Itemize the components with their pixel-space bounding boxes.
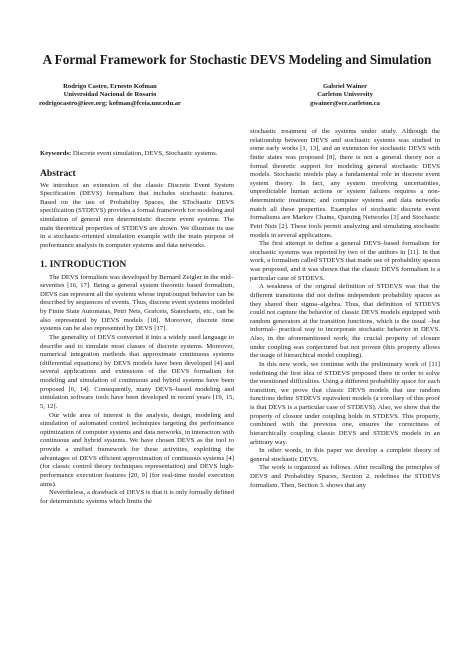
author-names: Rodrigo Castro, Ernesto Kofman xyxy=(63,83,157,90)
keywords xyxy=(40,150,234,159)
keywords-label: Keywords: xyxy=(40,150,72,157)
body-paragraph: The DEVS formalism was developed by Bernard Zeigler in the mid–seventies [16, 17]. Being a general system theoretic based formalism, DEVS can represent all the systems whose input/output behavior can be described by sequences of events. Thus, discrete event systems modeled by Finite State Automatas, Petri Nets, Grafcets, Statecharts, etc., can be also represented by DEVS models [18]. Moreover, discrete time systems can be also represented by DEVS [17]. xyxy=(40,273,234,333)
body-paragraph: In other words, in this paper we develop a complete theory of general stochastic DEVS. xyxy=(250,447,440,463)
body-paragraph: stochastic treatment of the systems under study. Although the relationship between DEVS and stochastic systems was studied in some early works [1, 13], and an extension for stochastic DEVS with finite states was proposed [8], there is not a general theory nor a formal theoretic support for modeling general stochastic DEVS models. Stochastic models play a fundamental role in discrete event system theory. In fact, any system involving uncertainties, unpredictable human actions or system failures requires a non-deterministic treatment; and computer systems and data networks match all these properties. Examples of stochastic discrete event formalisms are Markov Chains, Queuing Networks [3] and Stochastic Petri Nets [2]. These tools permit analyzing and simulating stochastic models in several applications. xyxy=(250,128,440,239)
left-column xyxy=(40,150,234,506)
body-paragraph: Nevertheless, a drawback of DEVS is that it is only formally defined for deterministic systems which limits the xyxy=(40,489,234,505)
author-names: Gabriel Wainer xyxy=(322,83,368,90)
author-email: gwainer@sce.carleton.ca xyxy=(310,99,380,107)
body-paragraph: Our wide area of interest is the analysis, design, modeling and simulation of automated control techniques targeting the performance optimization of computer systems and data networks, in interaction with continuous and hybrid systems. We have chosen DEVS as the tool to provide a unified framework for these activities, exploiting the advantages of DEVS efficient approximation of continuous systems [4] (for classic control theory techniques representation) and DEVS high-performance execution features [20, 9] (for real-time model execution aims). xyxy=(40,411,234,488)
author-affiliation: Carleton University xyxy=(317,91,373,99)
abstract-text: We introduce an extension of the classic Discrete Event System Specification (DEVS) formalism that includes stochastic features. Based on the use of Probability Spaces, the STochastic DEVS specification (STDEVS) provides a formal framework for modeling and simulation of general non deterministic discrete event systems. The main theoretical properties of STDEVS are shown. We illustrate its use in a stochastic-oriented simulation example with the main purpose of performance analysis in computer systems and data networks. xyxy=(40,181,234,249)
author-affiliation: Universidad Nacional de Rosario xyxy=(63,91,157,99)
body-paragraph: The work is organized as follows. After recalling the principles of DEVS and Probability Spaces, Section 2. redefines the STDEVS formalism. Then, Section 3. shows that any xyxy=(250,464,440,489)
section-heading-introduction: 1. INTRODUCTION xyxy=(40,258,127,270)
author-email: rodrigocastro@ieee.org; kofman@fceia.unr.edu.ar xyxy=(39,99,181,107)
body-paragraph: The first attempt to define a general DEVS–based formalism for stochastic systems was reported by two of the authors in [11]. In that work, a formalism called STDEVS that made use of probability spaces was proposed, and it was shown that the classic DEVS formalism is a particular case of STDEVS. xyxy=(250,240,440,282)
body-paragraph: In this new work, we continue with the preliminary work of [11] redefining the first idea of STDEVS proposed there in order to solve the mentioned difficulties. Using a different probability space for each transition, we prove that classic DEVS models that use random functions define STDEVS equivalent models (a corollary of this proof is that DEVS is a particular case of STDEVS). Also, we show that the property of closure under coupling holds in STDEVS. This property, combined with the previous one, ensures the correctness of hierarchically coupling classic DEVS and STDEVS models in an arbitrary way. xyxy=(250,360,440,446)
author-block-2 xyxy=(265,83,425,108)
abstract-heading: Abstract xyxy=(40,167,76,179)
right-column xyxy=(250,128,440,490)
author-block-1 xyxy=(10,83,210,108)
paper-title: A Formal Framework for Stochastic DEVS Modeling and Simulation xyxy=(42,52,432,67)
keywords-text: Discrete event simulation, DEVS, Stochastic systems. xyxy=(72,150,218,157)
body-paragraph: The generality of DEVS converted it into a widely used language to describe and to simulate most classes of discrete systems. Moreover, numerical integration methods that approximate continuous systems (differential equations) by DEVS models have been developed [4] and several applications and extensions of the DEVS formalism for modeling and simulation of continuous and hybrid systems have been proposed [6, 14]. Consequently, many DEVS–based modeling and simulation software tools have been developed in recent years [19, 15, 5, 12]. xyxy=(40,333,234,410)
body-paragraph: A weakness of the original definition of STDEVS was that the different transitions did not define independent probability spaces as they shared their sigma–algebra. Thus, that definition of STDEVS could not capture the behavior of classic DEVS models equipped with random generators at the transition functions, which is the usual –but informal– practical way to incorporate stochastic behavior in DEVS. Also, in the aforementioned work, the crucial property of closure under coupling was conjectured but not proven (this property allows the usage of hierarchical model coupling). xyxy=(250,283,440,360)
